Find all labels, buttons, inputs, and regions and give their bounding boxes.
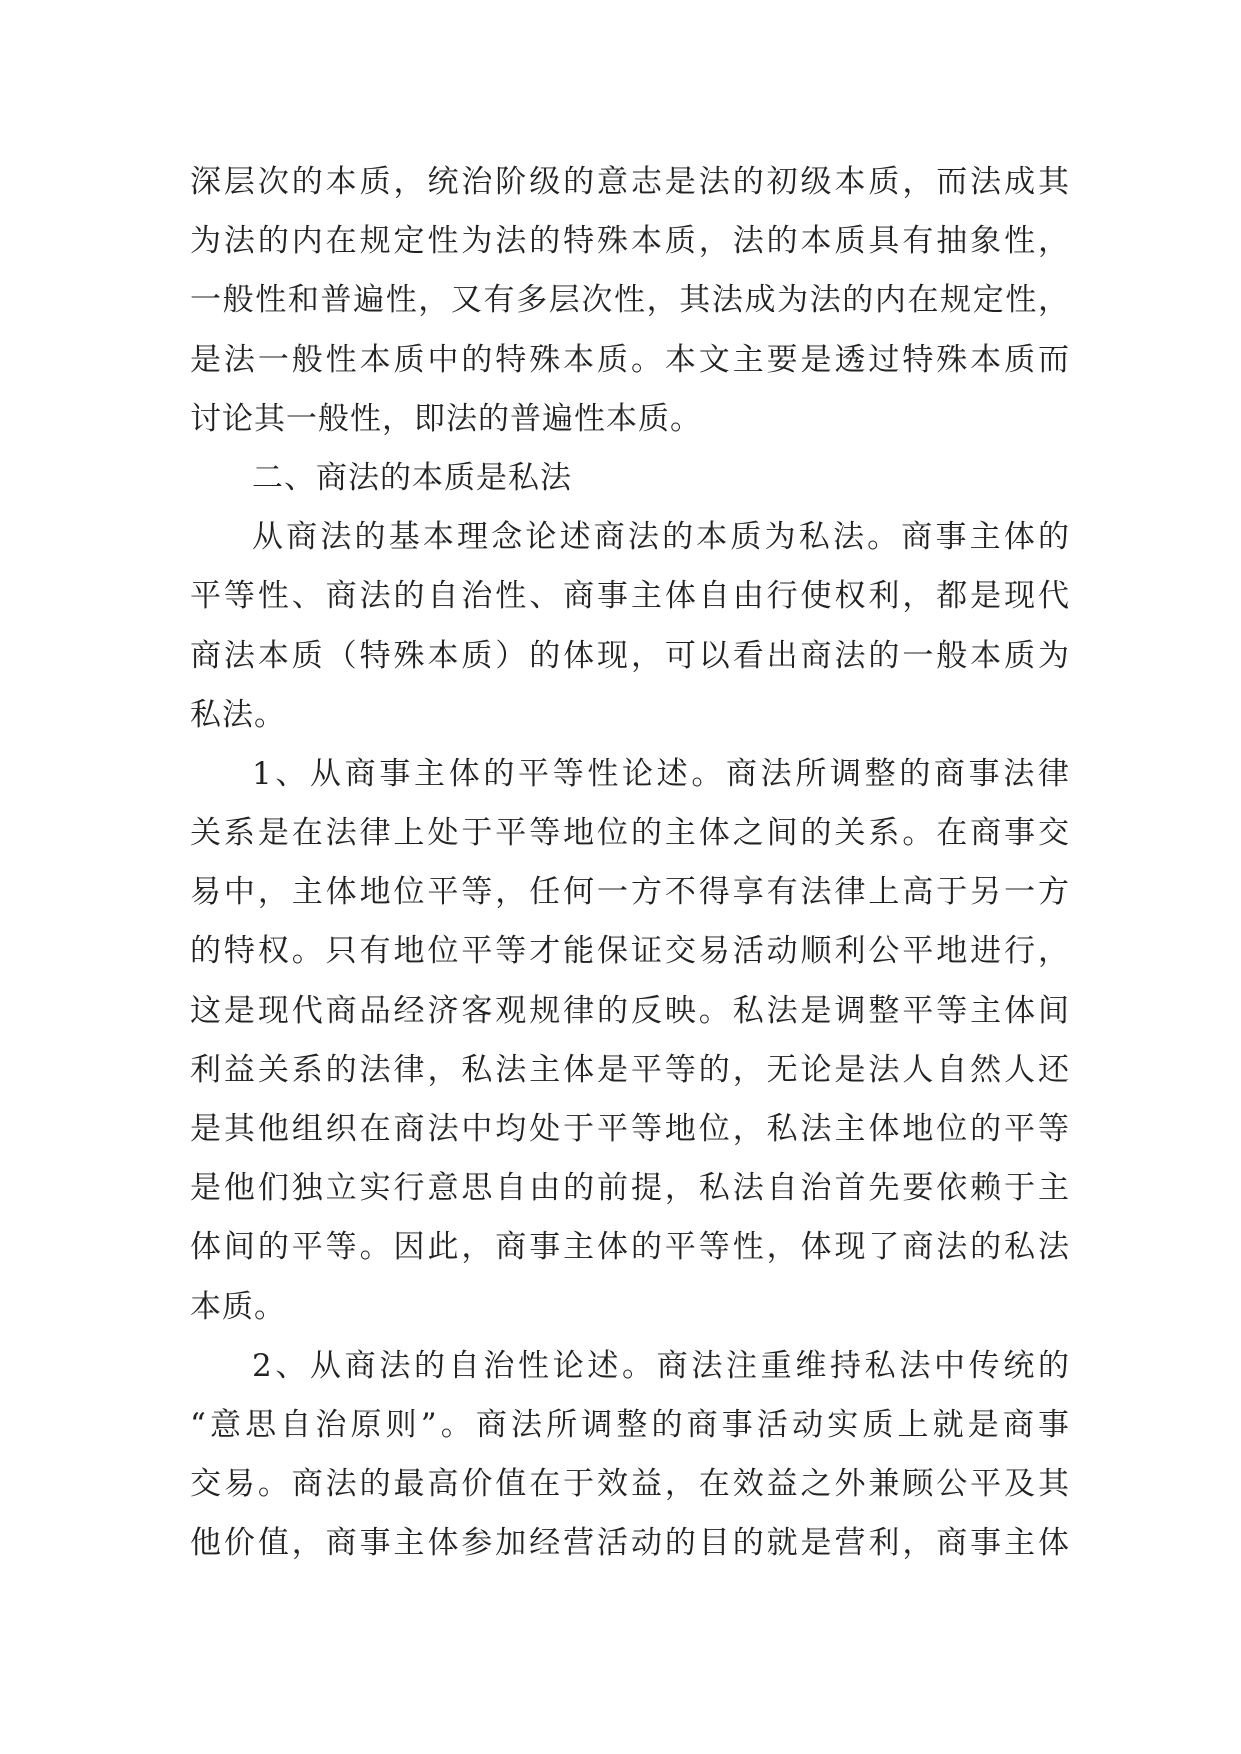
text-line: 他价值，商事主体参加经营活动的目的就是营利，商事主体: [190, 1525, 1070, 1562]
text-line: 一般性和普遍性，又有多层次性，其法成为法的内在规定性，: [190, 282, 1070, 319]
text-line: 是其他组织在商法中均处于平等地位，私法主体地位的平等: [190, 1111, 1070, 1147]
text-line: 讨论其一般性，即法的普遍性本质。: [190, 400, 702, 437]
text-line: 关系是在法律上处于平等地位的主体之间的关系。在商事交: [190, 815, 1070, 852]
text-line: 深层次的本质，统治阶级的意志是法的初级本质，而法成其: [190, 164, 1070, 200]
text-line: 是他们独立实行意思自由的前提，私法自治首先要依赖于主: [190, 1170, 1070, 1207]
text-line: 1、从商事主体的平等性论述。商法所调整的商事法律: [252, 755, 1070, 792]
text-line: 体间的平等。因此，商事主体的平等性，体现了商法的私法: [190, 1229, 1070, 1266]
text-line: 是法一般性本质中的特殊本质。本文主要是透过特殊本质而: [190, 341, 1070, 378]
text-line: 的特权。只有地位平等才能保证交易活动顺利公平地进行，: [190, 933, 1070, 970]
section-heading: 二、商法的本质是私法: [252, 459, 572, 496]
text-line: “意思自治原则”。商法所调整的商事活动实质上就是商事: [190, 1406, 1070, 1443]
text-line: 平等性、商法的自治性、商事主体自由行使权利，都是现代: [190, 578, 1070, 615]
text-line: 易中，主体地位平等，任何一方不得享有法律上高于另一方: [190, 874, 1070, 911]
text-line: 商法本质（特殊本质）的体现，可以看出商法的一般本质为: [190, 637, 1070, 674]
text-line: 2、从商法的自治性论述。商法注重维持私法中传统的: [252, 1347, 1070, 1384]
body-text: [190, 153, 1070, 1574]
text-line: 利益关系的法律，私法主体是平等的，无论是法人自然人还: [190, 1051, 1070, 1088]
text-line: 这是现代商品经济客观规律的反映。私法是调整平等主体间: [190, 992, 1070, 1029]
text-line: 交易。商法的最高价值在于效益，在效益之外兼顾公平及其: [190, 1466, 1070, 1503]
text-line: 私法。: [190, 696, 286, 733]
text-line: 本质。: [190, 1288, 286, 1325]
text-line: 为法的内在规定性为法的特殊本质，法的本质具有抽象性，: [190, 223, 1070, 260]
text-line: 从商法的基本理念论述商法的本质为私法。商事主体的: [252, 519, 1070, 556]
